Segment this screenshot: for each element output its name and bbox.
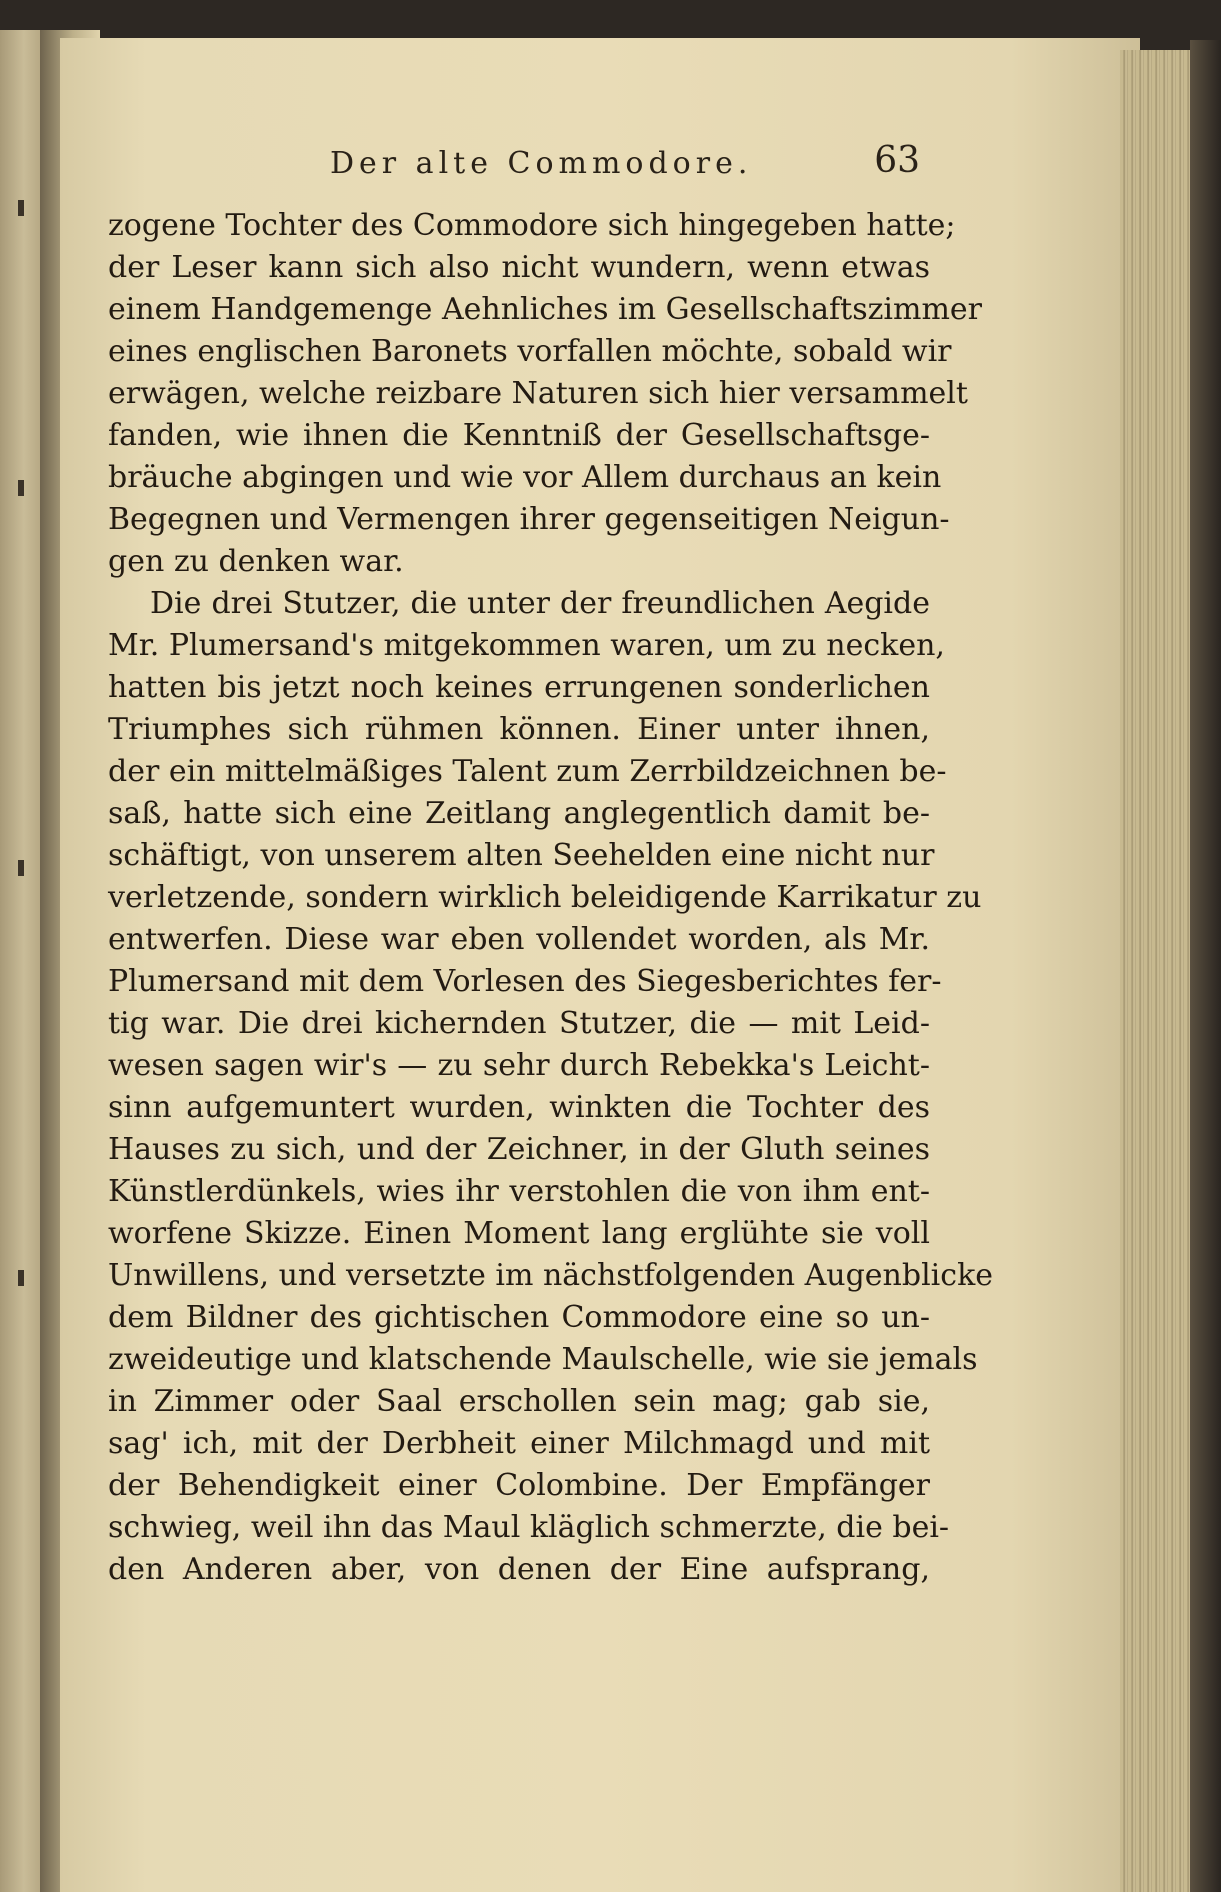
- text-line: sinn aufgemuntert wurden, winkten die Tochter des: [108, 1090, 930, 1125]
- text-line: der Leser kann sich also nicht wundern, wenn etwas: [108, 250, 930, 285]
- text-line: schwieg, weil ihn das Maul kläglich schmerzte, die bei-: [108, 1510, 950, 1545]
- text-line: der ein mittelmäßiges Talent zum Zerrbildzeichnen be-: [108, 754, 947, 789]
- text-line: tig war. Die drei kichernden Stutzer, die — mit Leid-: [108, 1006, 930, 1041]
- body-text: [108, 205, 993, 1591]
- text-line: den Anderen aber, von denen der Eine aufsprang,: [108, 1552, 930, 1587]
- text-line: Unwillens, und versetzte im nächstfolgenden Augenblicke: [108, 1258, 993, 1293]
- text-line: hatten bis jetzt noch keines errungenen sonderlichen: [108, 670, 930, 705]
- text-line: bräuche abgingen und wie vor Allem durchaus an kein: [108, 460, 942, 495]
- text-line: sag' ich, mit der Derbheit einer Milchmagd und mit: [108, 1426, 930, 1461]
- text-line: worfene Skizze. Einen Moment lang erglühte sie voll: [108, 1216, 930, 1251]
- text-line: zogene Tochter des Commodore sich hingegeben hatte;: [108, 208, 956, 243]
- text-line: schäftigt, von unserem alten Seehelden eine nicht nur: [108, 838, 935, 873]
- facing-page-mark: [18, 200, 24, 216]
- text-line: Hauses zu sich, und der Zeichner, in der Gluth seines: [108, 1132, 930, 1167]
- facing-page-mark: [18, 1270, 24, 1286]
- facing-page-edge: [0, 30, 40, 1892]
- text-line: fanden, wie ihnen die Kenntniß der Gesellschaftsge-: [108, 418, 930, 453]
- text-line: erwägen, welche reizbare Naturen sich hier versammelt: [108, 376, 968, 411]
- text-line: gen zu denken war.: [108, 544, 404, 579]
- page-number: 63: [874, 140, 920, 181]
- text-line: zweideutige und klatschende Maulschelle, wie sie jemals: [108, 1342, 978, 1377]
- facing-page-mark: [18, 480, 24, 496]
- text-line: Mr. Plumersand's mitgekommen waren, um zu necken,: [108, 628, 945, 663]
- text-line: eines englischen Baronets vorfallen möchte, sobald wir: [108, 334, 952, 369]
- text-line: Die drei Stutzer, die unter der freundlichen Aegide: [150, 586, 930, 621]
- text-line: Begegnen und Vermengen ihrer gegenseitigen Neigun-: [108, 502, 950, 537]
- text-line: saß, hatte sich eine Zeitlang anglegentlich damit be-: [108, 796, 930, 831]
- book-cover-edge: [1190, 40, 1221, 1892]
- running-title: Der alte Commodore.: [330, 146, 753, 181]
- facing-page-mark: [18, 860, 24, 876]
- text-line: dem Bildner des gichtischen Commodore eine so un-: [108, 1300, 930, 1335]
- text-line: Künstlerdünkels, wies ihr verstohlen die von ihm ent-: [108, 1174, 930, 1209]
- text-line: entwerfen. Diese war eben vollendet worden, als Mr.: [108, 922, 930, 957]
- text-line: Triumphes sich rühmen können. Einer unter ihnen,: [108, 712, 930, 747]
- text-line: der Behendigkeit einer Colombine. Der Empfänger: [108, 1468, 930, 1503]
- text-line: in Zimmer oder Saal erschollen sein mag; gab sie,: [108, 1384, 930, 1419]
- text-line: wesen sagen wir's — zu sehr durch Rebekka's Leicht-: [108, 1048, 930, 1083]
- text-line: Plumersand mit dem Vorlesen des Siegesberichtes fer-: [108, 964, 942, 999]
- page-header: [330, 140, 950, 190]
- text-line: einem Handgemenge Aehnliches im Gesellschaftszimmer: [108, 292, 982, 327]
- text-line: verletzende, sondern wirklich beleidigende Karrikatur zu: [108, 880, 982, 915]
